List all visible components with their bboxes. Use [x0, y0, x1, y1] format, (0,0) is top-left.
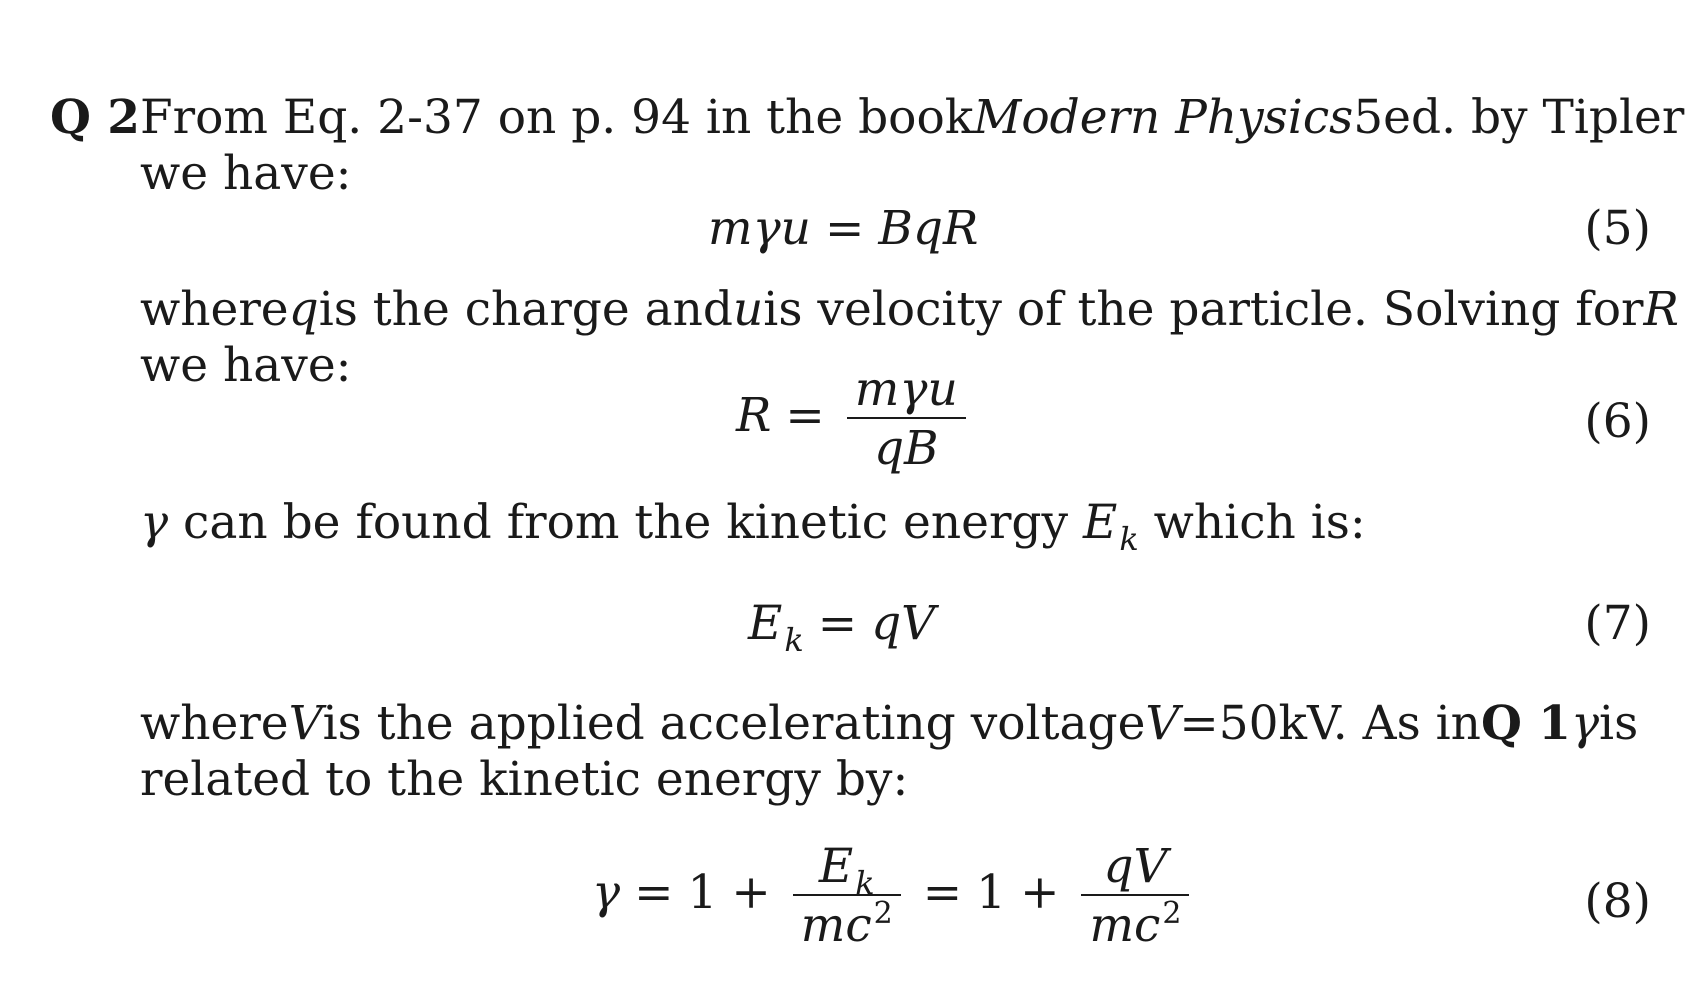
- para2-line1: [140, 282, 1679, 337]
- equation-5: [708, 201, 979, 256]
- para2-var-u: u: [733, 282, 764, 337]
- equation-7-number: (7): [1584, 596, 1651, 651]
- para4-var-V: V: [288, 696, 323, 751]
- para3-tail: which is:: [1153, 495, 1366, 550]
- eq8-frac1-E: E: [818, 839, 854, 894]
- eq8-one: 1: [687, 865, 718, 920]
- para4-w1: where: [140, 696, 289, 751]
- para3-line: [140, 495, 1366, 558]
- intro-text-b: 5ed. by Tipler: [1353, 90, 1685, 145]
- equation-7: [748, 596, 936, 659]
- para2-var-R: R: [1643, 282, 1679, 337]
- para3-k: k: [1119, 520, 1139, 558]
- eq5-lhs: mγu: [708, 201, 811, 256]
- eq8-frac2-denominator: [1081, 896, 1189, 953]
- question-label: Q 2: [50, 90, 141, 145]
- para4-gamma: γ: [1570, 696, 1600, 751]
- eq8-fraction-2: [1081, 839, 1189, 953]
- para2-var-q: q: [288, 282, 319, 337]
- eq7-equals: =: [817, 596, 858, 651]
- eq8-one-2: 1: [976, 865, 1007, 920]
- para4-tail: is: [1599, 696, 1639, 751]
- eq6-numerator: mγu: [854, 362, 958, 417]
- eq8-equals-2: =: [922, 865, 963, 920]
- eq5-equals: =: [824, 201, 865, 256]
- question-intro-line: [50, 90, 1685, 145]
- para2-w2: is the charge and: [318, 282, 734, 337]
- eq8-frac2-sup: 2: [1162, 896, 1182, 931]
- eq8-frac1-mc: mc: [800, 898, 872, 953]
- intro-continuation: we have:: [140, 146, 352, 201]
- book-title: Modern Physics: [973, 90, 1354, 145]
- eq8-frac1-numerator: [811, 839, 883, 902]
- para4-w2: is the applied accelerating voltage: [322, 696, 1146, 751]
- eq8-fraction-1: [793, 839, 901, 953]
- para3-gamma: γ: [140, 495, 169, 550]
- equation-5-number: (5): [1584, 201, 1651, 256]
- eq6-fraction: [847, 362, 966, 476]
- eq8-frac2-numerator: qV: [1103, 839, 1168, 894]
- para4-value: 50kV. As in: [1218, 696, 1481, 751]
- para4-line1: [140, 696, 1639, 751]
- intro-text-a: From Eq. 2-37 on p. 94 in the book: [140, 90, 974, 145]
- eq8-plus-2: +: [1020, 865, 1060, 920]
- eq6-lhs: R: [736, 388, 772, 443]
- eq8-frac1-k: k: [855, 864, 875, 902]
- eq8-plus: +: [731, 865, 771, 920]
- equation-8-number: (8): [1584, 874, 1651, 929]
- eq8-frac1-denominator: [793, 896, 901, 953]
- para4-var-V2: V: [1145, 696, 1180, 751]
- equation-8: [592, 839, 1197, 953]
- para3-text: can be found from the kinetic energy: [183, 495, 1069, 550]
- para2-w3: is velocity of the particle. Solving for: [763, 282, 1644, 337]
- para3-E: E: [1083, 495, 1118, 550]
- eq6-denominator: qB: [873, 421, 939, 476]
- eq7-k: k: [784, 621, 804, 659]
- eq8-gamma: γ: [592, 865, 621, 920]
- eq8-frac2-mc: mc: [1089, 898, 1161, 953]
- eq6-equals: =: [785, 388, 825, 443]
- eq7-rhs: qV: [871, 596, 936, 651]
- eq5-rhs: BqR: [878, 201, 979, 256]
- para2-w1: where: [140, 282, 289, 337]
- equation-6-number: (6): [1584, 394, 1651, 449]
- eq7-E: E: [748, 596, 783, 651]
- para2-line2: we have:: [140, 338, 352, 393]
- para4-line2: related to the kinetic energy by:: [140, 752, 909, 807]
- eq8-equals: =: [634, 865, 674, 920]
- eq8-frac1-sup: 2: [873, 896, 893, 931]
- equation-6: [736, 362, 974, 476]
- para4-equals: =: [1179, 696, 1219, 751]
- para4-ref: Q 1: [1480, 696, 1571, 751]
